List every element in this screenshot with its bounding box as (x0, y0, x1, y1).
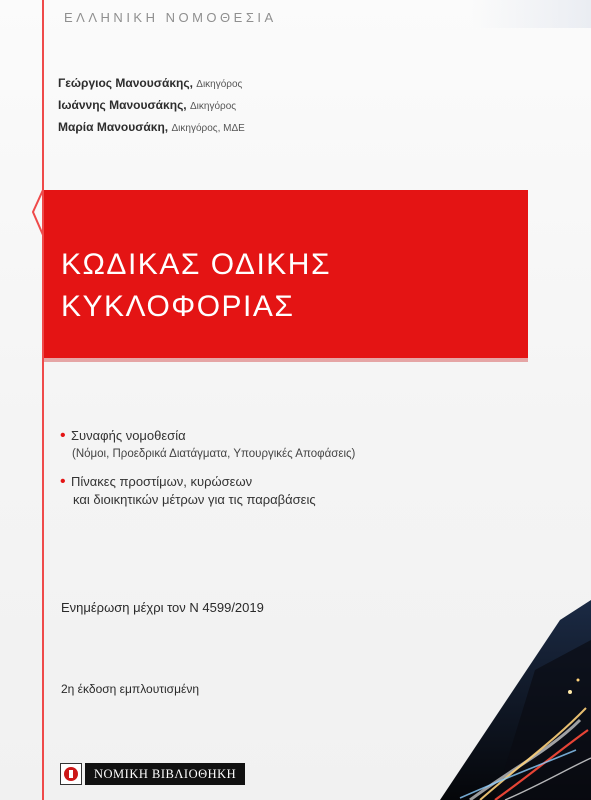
publisher-mark (60, 763, 245, 785)
title-band (44, 190, 528, 358)
title-band-shadow (44, 358, 528, 362)
author-role: Δικηγόρος (190, 101, 237, 112)
feature-item (60, 428, 355, 460)
edition-note: 2η έκδοση εμπλουτισμένη (61, 682, 199, 696)
publisher-logo-icon (60, 763, 82, 785)
feature-item (60, 474, 355, 507)
series-label: ΕΛΛΗΝΙΚΗ ΝΟΜΟΘΕΣΙΑ (64, 10, 277, 25)
author-2 (58, 95, 245, 117)
scan-shadow (471, 0, 591, 28)
red-dot-icon: • (60, 427, 66, 444)
feature-text: Συναφής νομοθεσία (71, 428, 186, 443)
author-role: Δικηγόρος, ΜΔΕ (171, 123, 245, 134)
author-name: Γεώργιος Μανουσάκης, (58, 76, 193, 90)
publisher-name: ΝΟΜΙΚΗ ΒΙΒΛΙΟΘΗΚΗ (85, 763, 245, 785)
book-title-line-2: ΚΥΚΛΟΦΟΡΙΑΣ (61, 290, 295, 323)
feature-continuation: και διοικητικών μέτρων για τις παραβάσεις (73, 492, 316, 507)
red-dot-icon: • (60, 473, 66, 490)
author-3 (58, 117, 245, 139)
author-1 (58, 73, 245, 95)
road-light-trails-image (400, 600, 591, 800)
author-name: Ιωάννης Μανουσάκης, (58, 98, 187, 112)
feature-subtext: (Νόμοι, Προεδρικά Διατάγματα, Υπουργικές Αποφάσεις) (72, 448, 356, 460)
feature-text: Πίνακες προστίμων, κυρώσεων (71, 474, 253, 489)
left-accent-rule (42, 0, 44, 800)
author-list (58, 73, 245, 139)
book-title-line-1: ΚΩΔΙΚΑΣ ΟΔΙΚΗΣ (61, 248, 332, 281)
author-name: Μαρία Μανουσάκη, (58, 120, 169, 134)
update-note: Ενημέρωση μέχρι τον Ν 4599/2019 (61, 600, 264, 615)
feature-list (60, 428, 355, 521)
author-role: Δικηγόρος (196, 79, 243, 90)
